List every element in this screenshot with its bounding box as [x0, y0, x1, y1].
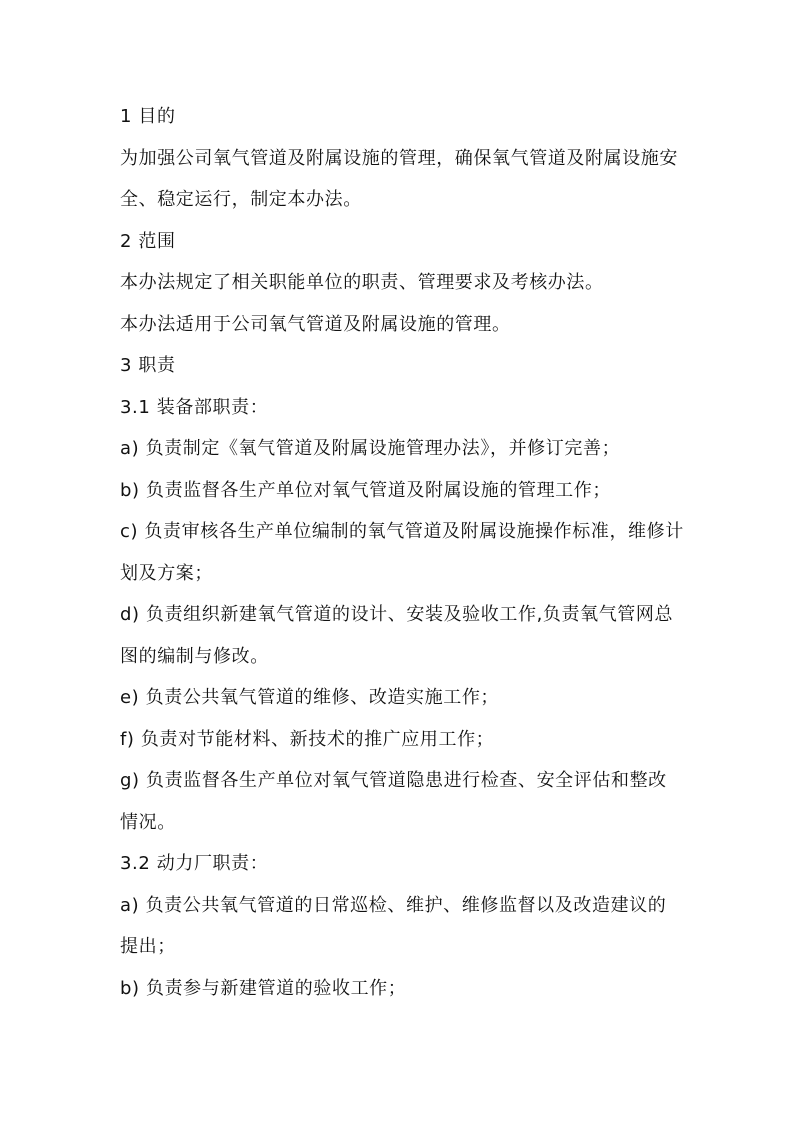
- list-item: a) 负责制定《氧气管道及附属设施管理办法》，并修订完善；: [120, 438, 621, 459]
- list-item: c) 负责审核各生产单位编制的氧气管道及附属设施操作标准，维修计: [120, 521, 684, 542]
- paragraph-line: 为加强公司氧气管道及附属设施的管理，确保氧气管道及附属设施安: [120, 147, 678, 169]
- paragraph-line: 本办法适用于公司氧气管道及附属设施的管理。: [120, 313, 511, 335]
- paragraph-line: 全、稳定运行，制定本办法。: [120, 189, 362, 210]
- subsection-heading-power-plant: 3.2 动力厂职责：: [120, 853, 269, 874]
- list-item-continuation: 提出；: [120, 936, 176, 957]
- list-item: f) 负责对节能材料、新技术的推广应用工作；: [120, 728, 495, 750]
- list-item-continuation: 情况。: [120, 811, 176, 833]
- list-item: g) 负责监督各生产单位对氧气管道隐患进行检查、安全评估和整改: [120, 770, 667, 791]
- section-heading-scope: 2 范围: [120, 230, 176, 252]
- section-heading-purpose: 1 目的: [120, 106, 176, 127]
- paragraph-line: 本办法规定了相关职能单位的职责、管理要求及考核办法。: [120, 272, 604, 293]
- document-body: [120, 96, 695, 1009]
- section-heading-responsibilities: 3 职责: [120, 355, 176, 376]
- list-item: e) 负责公共氧气管道的维修、改造实施工作；: [120, 687, 500, 708]
- list-item: a) 负责公共氧气管道的日常巡检、维护、维修监督以及改造建议的: [120, 894, 667, 916]
- list-item: b) 负责参与新建管道的验收工作；: [120, 977, 407, 999]
- list-item: b) 负责监督各生产单位对氧气管道及附属设施的管理工作；: [120, 479, 611, 501]
- list-item: d) 负责组织新建氧气管道的设计、安装及验收工作,负责氧气管网总: [120, 604, 674, 625]
- list-item-continuation: 划及方案；: [120, 562, 213, 584]
- subsection-heading-equipment-dept: 3.1 装备部职责：: [120, 396, 269, 418]
- list-item-continuation: 图的编制与修改。: [120, 645, 269, 667]
